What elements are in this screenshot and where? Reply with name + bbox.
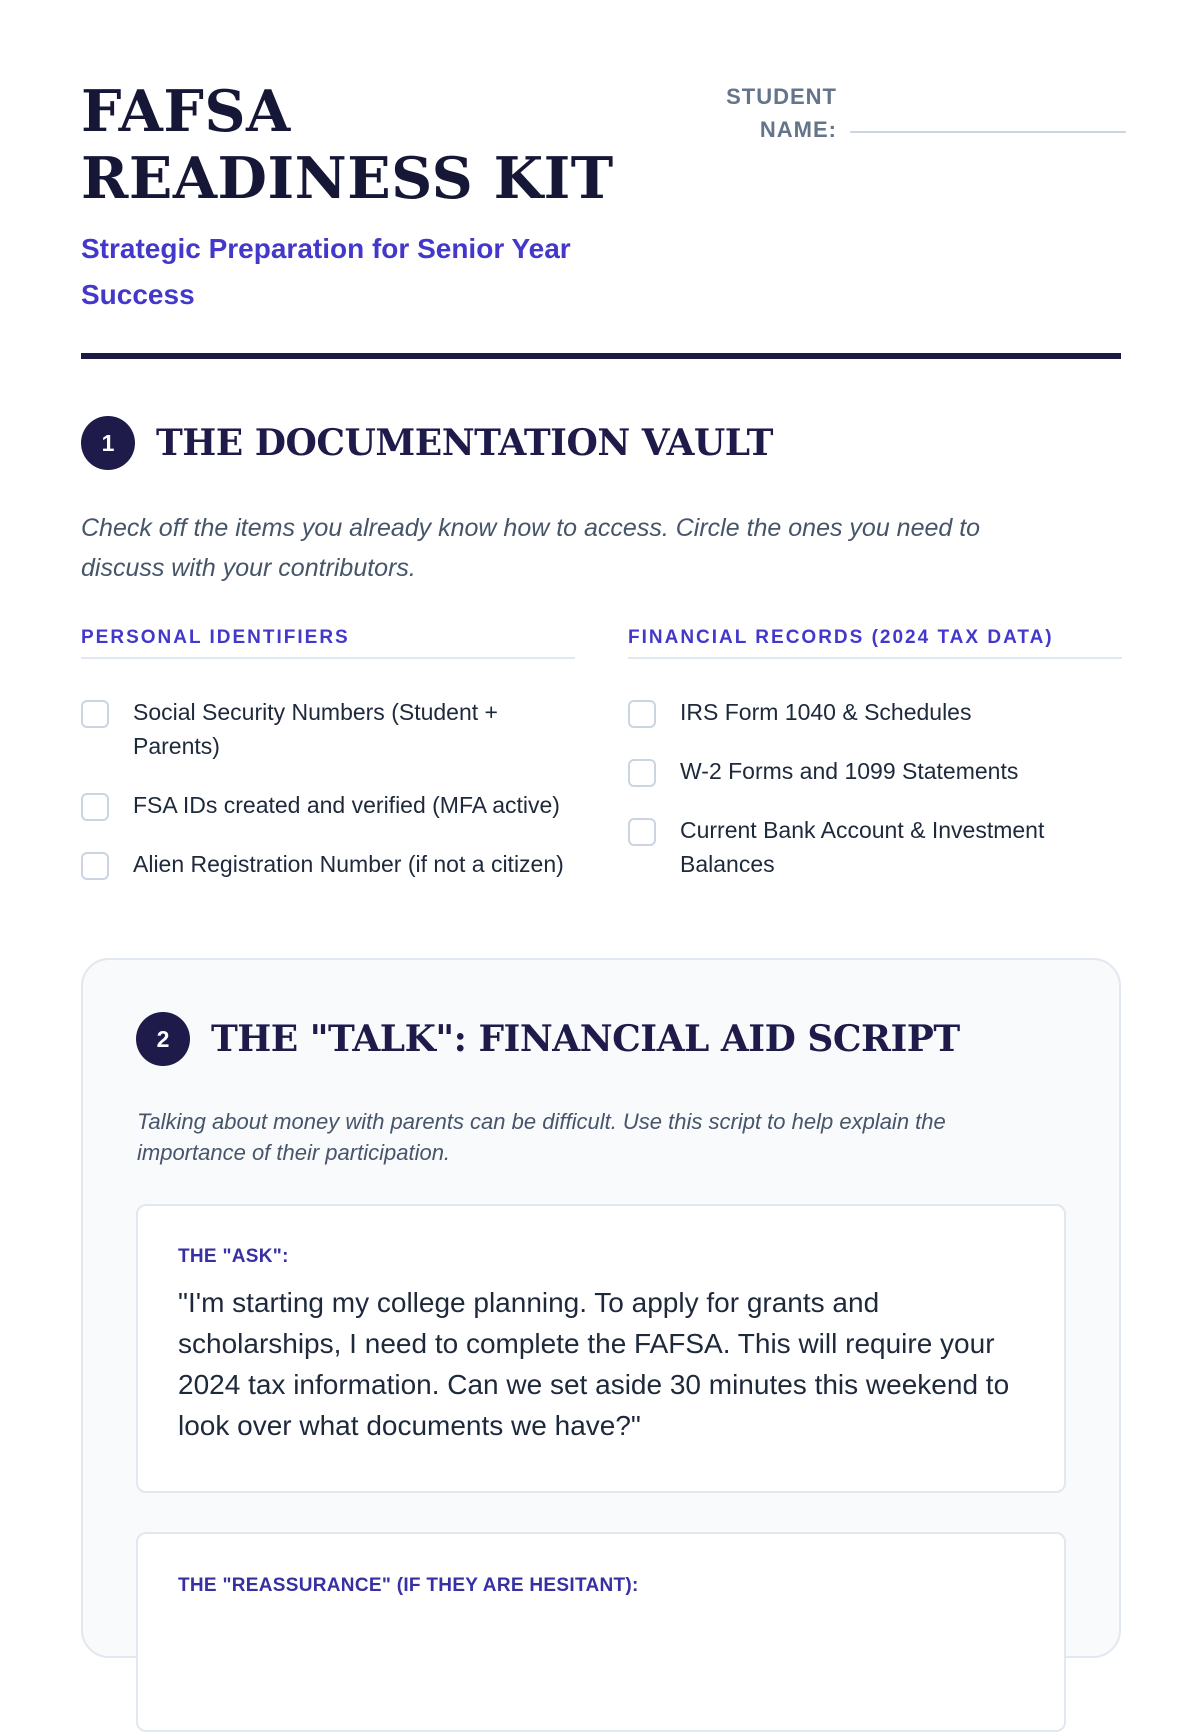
- checkbox[interactable]: [81, 793, 109, 821]
- checklist-item-label: Current Bank Account & Investment Balances: [680, 817, 1045, 877]
- checklist-item-label: W-2 Forms and 1099 Statements: [680, 758, 1019, 784]
- checklist-item[interactable]: [81, 788, 575, 822]
- ask-label: THE "ASK":: [178, 1246, 289, 1267]
- section-1-intro: Check off the items you already know how to access. Circle the ones you need to discuss with your contributors.: [81, 514, 981, 582]
- checklist-item-label: Alien Registration Number (if not a citizen): [133, 851, 564, 877]
- financial-records-column: [628, 627, 1122, 906]
- ask-card: [136, 1204, 1066, 1493]
- checklist-item[interactable]: [81, 695, 575, 763]
- ask-script-text: "I'm starting my college planning. To apply for grants and scholarships, I need to complete the FAFSA. This will require your 2024 tax information. Can we set aside 30 minutes this weekend to look over what documents we have?": [178, 1287, 1010, 1441]
- section-2-number: 2: [136, 1012, 190, 1066]
- section-1-title: THE DOCUMENTATION VAULT: [156, 422, 773, 464]
- section-2-intro: Talking about money with parents can be difficult. Use this script to help explain the importance of their participation.: [137, 1109, 946, 1165]
- student-name-line[interactable]: [850, 131, 1126, 133]
- checklist-item[interactable]: [628, 695, 1122, 729]
- checklist-item[interactable]: [81, 847, 575, 881]
- header-divider: [81, 353, 1121, 359]
- checklist-item[interactable]: [628, 754, 1122, 788]
- checkbox[interactable]: [628, 700, 656, 728]
- section-1-number: 1: [81, 416, 135, 470]
- section-2-heading: [136, 1012, 960, 1066]
- checkbox[interactable]: [81, 852, 109, 880]
- checklist-item-label: FSA IDs created and verified (MFA active): [133, 792, 560, 818]
- script-panel: [81, 958, 1121, 1658]
- reassurance-card: [136, 1532, 1066, 1732]
- checklist-item-label: IRS Form 1040 & Schedules: [680, 699, 972, 725]
- section-1-heading: [81, 416, 773, 470]
- checkbox[interactable]: [81, 700, 109, 728]
- checkbox[interactable]: [628, 759, 656, 787]
- column-heading: PERSONAL IDENTIFIERS: [81, 627, 575, 659]
- column-heading: FINANCIAL RECORDS (2024 TAX DATA): [628, 627, 1122, 659]
- checkbox[interactable]: [628, 818, 656, 846]
- section-2-title: THE "TALK": FINANCIAL AID SCRIPT: [211, 1018, 960, 1060]
- page-title: FAFSA READINESS KIT: [81, 78, 614, 212]
- reassurance-label: THE "REASSURANCE" (IF THEY ARE HESITANT):: [178, 1575, 639, 1596]
- student-name-label: STUDENT NAME:: [726, 84, 837, 142]
- page-subtitle: Strategic Preparation for Senior Year Success: [81, 233, 571, 310]
- personal-identifiers-column: [81, 627, 575, 906]
- student-name-field[interactable]: [717, 78, 1121, 148]
- checklist-item[interactable]: [628, 813, 1122, 881]
- checklist-item-label: Social Security Numbers (Student + Parents): [133, 699, 498, 759]
